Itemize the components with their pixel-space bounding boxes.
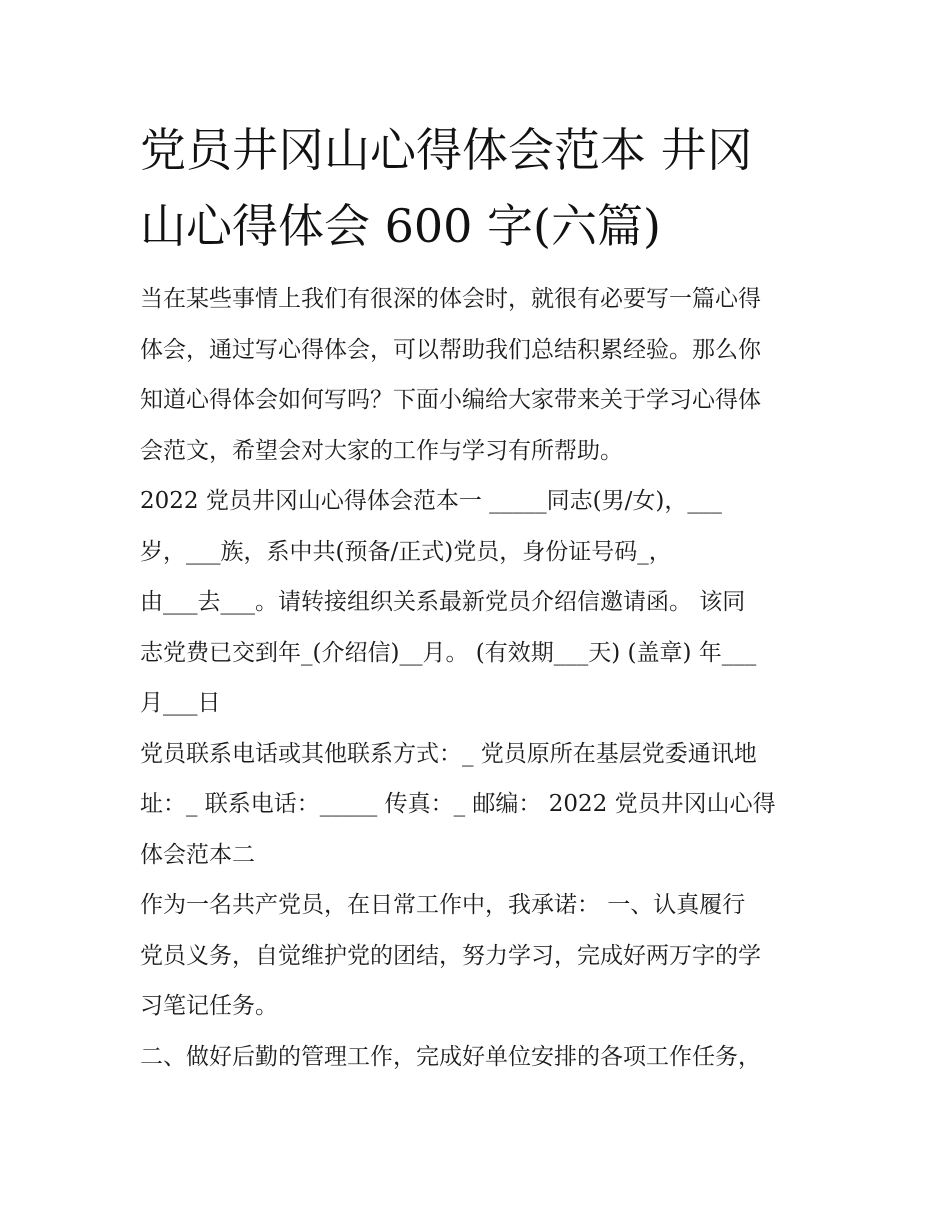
intro-paragraph (140, 274, 820, 476)
title-line-1: 党员井冈山心得体会范本 井冈 (140, 123, 753, 177)
text-line: 体会，通过写心得体会，可以帮助我们总结积累经验。那么你 (140, 336, 761, 363)
text-line: 址：_ 联系电话：_____ 传真：_ 邮编： 2022 党员井冈山心得 (140, 791, 776, 817)
text-line: 志党费已交到年_(介绍信)__月。 (有效期___天) (盖章) 年___ (140, 639, 757, 666)
text-line: 作为一名共产党员，在日常工作中，我承诺： 一、认真履行 (140, 892, 746, 918)
text-line: 体会范本二 (140, 841, 255, 868)
contact-paragraph (140, 729, 820, 881)
text-line: 岁，___族，系中共(预备/正式)党员，身份证号码_， (140, 538, 672, 565)
document-content (140, 112, 820, 1082)
pledge-item-two-paragraph (140, 1032, 820, 1083)
text-line: 习笔记任务。 (140, 993, 278, 1019)
text-line: 党员联系电话或其他联系方式：_ 党员原所在基层党委通讯地 (140, 740, 757, 767)
sample-one-paragraph (140, 476, 820, 729)
text-line: 二、做好后勤的管理工作，完成好单位安排的各项工作任务， (140, 1043, 761, 1070)
text-line: 当在某些事情上我们有很深的体会时，就很有必要写一篇心得 (140, 286, 761, 312)
text-line: 知道心得体会如何写吗？下面小编给大家带来关于学习心得体 (140, 387, 761, 413)
text-line: 会范文，希望会对大家的工作与学习有所帮助。 (140, 437, 623, 464)
pledge-paragraph (140, 880, 820, 1032)
title-line-2: 山心得体会 600 字(六篇) (140, 199, 661, 253)
document-title (140, 112, 820, 264)
text-line: 党员义务，自觉维护党的团结，努力学习，完成好两万字的学 (140, 942, 761, 969)
text-line: 由___去___。请转接组织关系最新党员介绍信邀请函。 该同 (140, 589, 746, 615)
text-line: 2022 党员井冈山心得体会范本一 _____同志(男/女)，___ (140, 488, 722, 514)
text-line: 月___日 (140, 690, 221, 716)
